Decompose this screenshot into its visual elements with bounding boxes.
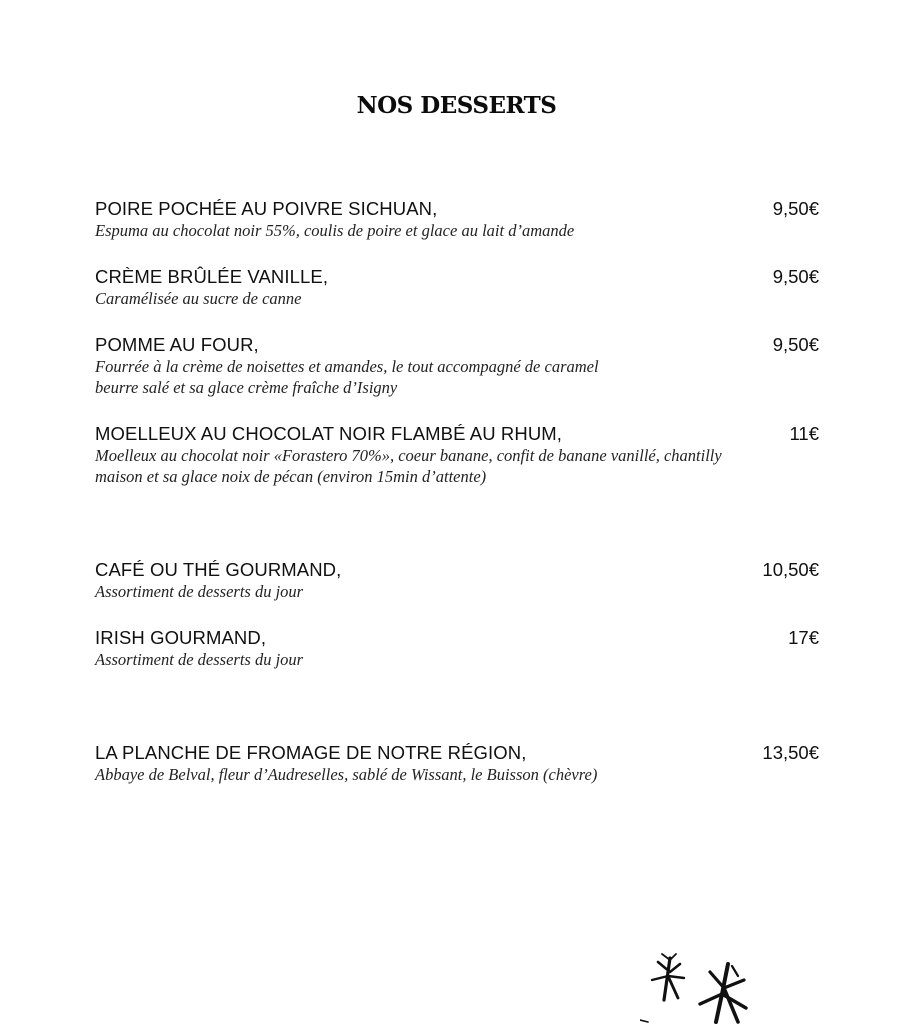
menu-item-poire-pochee <box>95 198 819 241</box>
menu-item-description-line: maison et sa glace noix de pécan (environ 15min d’attente) <box>95 467 487 486</box>
menu-item-price: 9,50€ <box>772 334 819 355</box>
menu-item-price: 17€ <box>788 627 819 648</box>
menu-item-planche-fromage <box>95 742 819 785</box>
menu-item-name: CRÈME BRÛLÉE VANILLE, <box>95 266 329 287</box>
menu-item-description <box>95 356 819 398</box>
menu-item-pomme-au-four <box>95 334 819 398</box>
menu-item-name: MOELLEUX AU CHOCOLAT NOIR FLAMBÉ AU RHUM, <box>95 423 563 444</box>
menu-item-description: Caramélisée au sucre de canne <box>95 289 302 308</box>
menu-item-description-line: beurre salé et sa glace crème fraîche d’Isigny <box>95 378 398 397</box>
menu-item-price: 9,50€ <box>772 266 819 287</box>
star-figures-logo-icon <box>640 950 760 1024</box>
menu-item-price: 10,50€ <box>762 559 819 580</box>
menu-item-description-line: Moelleux au chocolat noir «Forastero 70%», coeur banane, confit de banane vanillé, chantilly <box>95 446 722 465</box>
menu-item-price: 11€ <box>789 423 819 444</box>
menu-item-name: CAFÉ OU THÉ GOURMAND, <box>95 559 342 580</box>
menu-item-name: POMME AU FOUR, <box>95 334 259 355</box>
page-title: NOS DESSERTS <box>356 92 557 119</box>
menu-item-price: 9,50€ <box>772 198 819 219</box>
menu-item-description: Abbaye de Belval, fleur d’Audreselles, sablé de Wissant, le Buisson (chèvre) <box>95 765 598 784</box>
menu-item-description: Espuma au chocolat noir 55%, coulis de poire et glace au lait d’amande <box>95 221 575 240</box>
menu-item-name: IRISH GOURMAND, <box>95 627 267 648</box>
menu-item-irish-gourmand <box>95 627 819 670</box>
menu-item-price: 13,50€ <box>762 742 819 763</box>
menu-item-description: Assortiment de desserts du jour <box>95 582 304 601</box>
menu-item-description <box>95 445 819 487</box>
menu-item-description: Assortiment de desserts du jour <box>95 650 304 669</box>
menu-item-cafe-the-gourmand <box>95 559 819 602</box>
menu-item-name: LA PLANCHE DE FROMAGE DE NOTRE RÉGION, <box>95 742 527 763</box>
menu-item-name: POIRE POCHÉE AU POIVRE SICHUAN, <box>95 198 438 219</box>
menu-item-description-line: Fourrée à la crème de noisettes et amandes, le tout accompagné de caramel <box>95 357 599 376</box>
menu-item-creme-brulee <box>95 266 819 309</box>
menu-item-moelleux-chocolat <box>95 423 819 487</box>
